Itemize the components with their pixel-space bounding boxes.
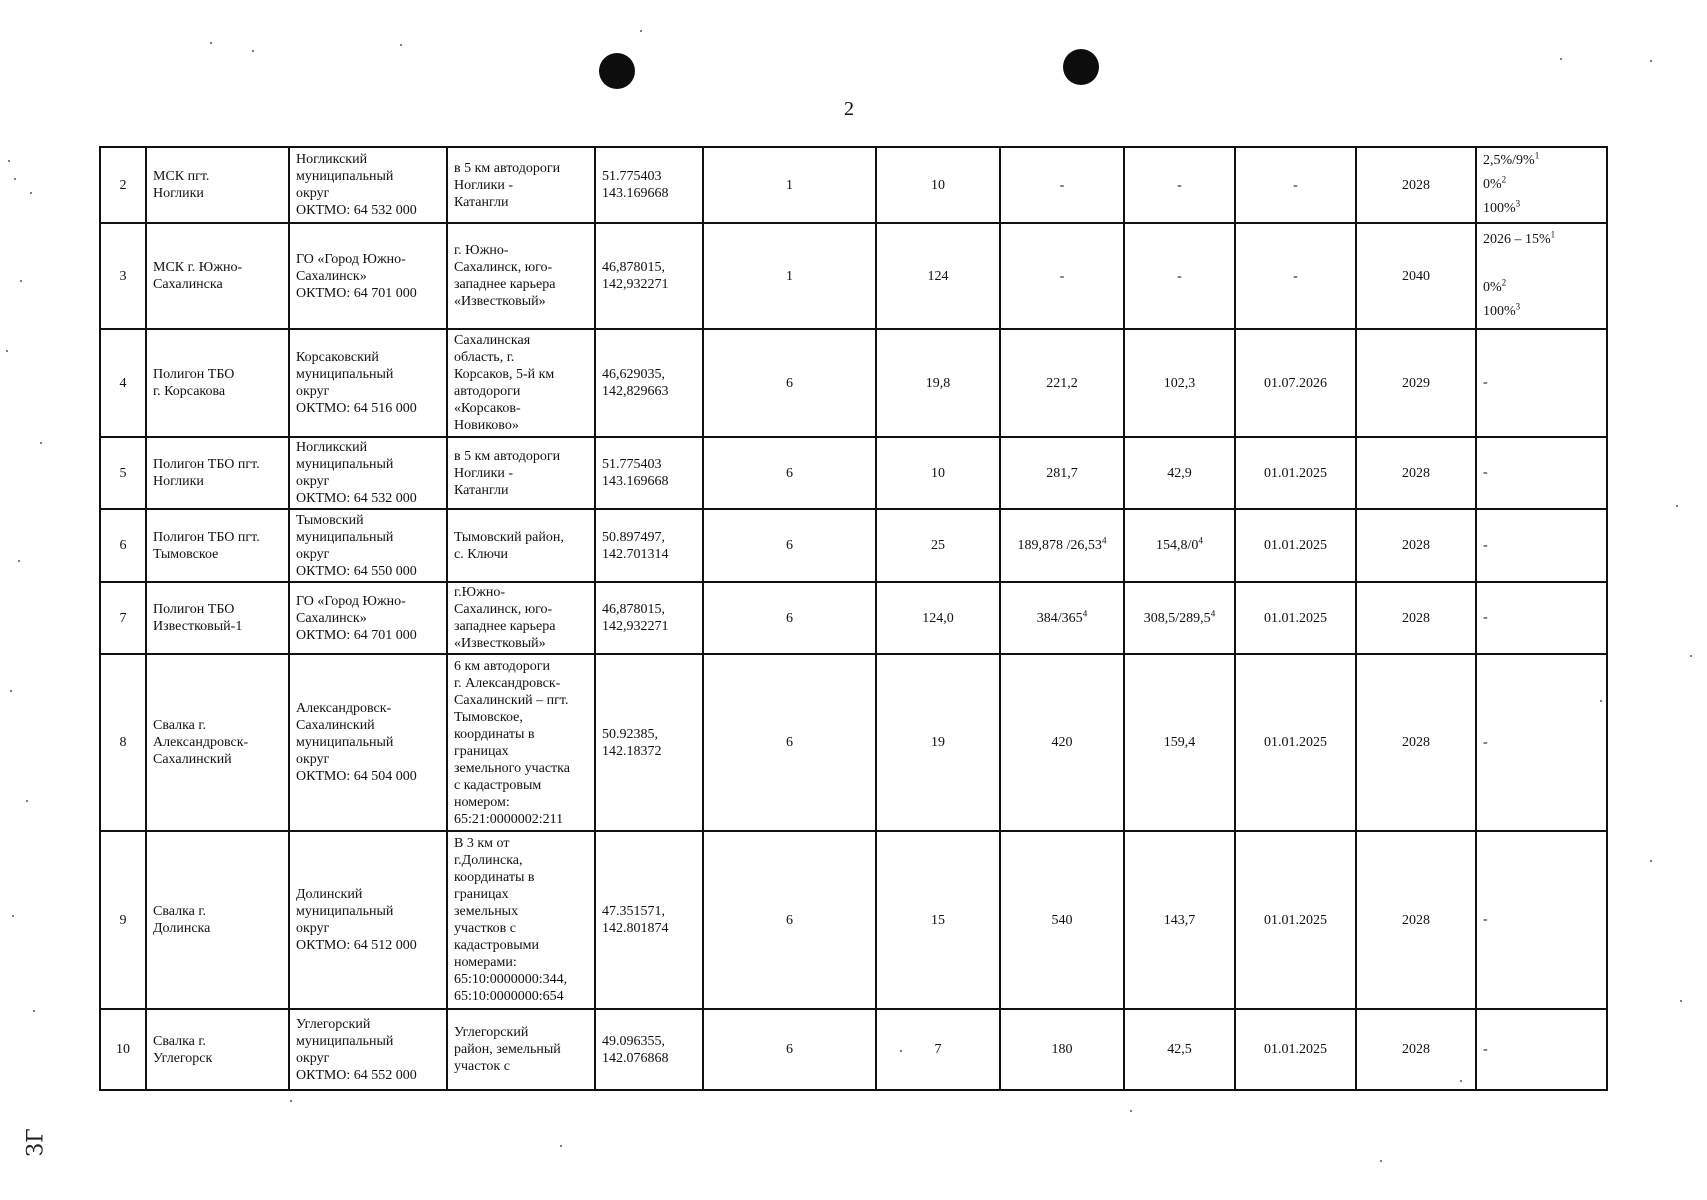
area-value-cell: 15 (876, 831, 1000, 1009)
year-cell: 2028 (1356, 1009, 1476, 1090)
capacity-value: - (1059, 177, 1065, 193)
scan-speck (30, 192, 32, 194)
note-cell (1476, 654, 1607, 831)
scan-speck (1690, 655, 1692, 657)
scan-speck (400, 44, 402, 46)
capacity-value: 540 (1051, 912, 1073, 928)
note-text: 2,5%/9% (1483, 153, 1535, 168)
row-number-cell: 10 (100, 1009, 146, 1090)
date-cell: - (1235, 223, 1356, 329)
note-cell (1476, 223, 1607, 329)
table-row (100, 1009, 1607, 1090)
scan-speck (560, 1145, 562, 1147)
table-row (100, 831, 1607, 1009)
note-cell (1476, 329, 1607, 437)
note-cell (1476, 831, 1607, 1009)
scan-speck (14, 178, 16, 180)
landfill-table (99, 146, 1608, 1091)
scan-speck (12, 915, 14, 917)
area-value-cell: 10 (876, 147, 1000, 223)
note-line (1483, 606, 1600, 630)
facility-name-cell: Полигон ТБО пгт. Ноглики (146, 437, 289, 509)
note-line (1483, 276, 1600, 300)
coordinates-cell: 46,878015, 142,932271 (595, 582, 703, 654)
table-row (100, 437, 1607, 509)
remaining-value: - (1177, 268, 1182, 284)
area-value-cell: 124 (876, 223, 1000, 329)
note-text: - (1483, 537, 1488, 553)
scan-speck (1650, 60, 1652, 62)
year-cell: 2029 (1356, 329, 1476, 437)
date-cell: 01.01.2025 (1235, 582, 1356, 654)
capacity-cell (1000, 1009, 1124, 1090)
coordinates-cell: 47.351571, 142.801874 (595, 831, 703, 1009)
note-text: - (1483, 465, 1488, 480)
scan-speck (1380, 1160, 1382, 1162)
scan-speck (1676, 505, 1678, 507)
remaining-footnote-mark: 4 (1198, 535, 1203, 546)
year-cell: 2040 (1356, 223, 1476, 329)
note-line (1483, 252, 1600, 276)
note-cell (1476, 1009, 1607, 1090)
count-value-cell: 6 (703, 437, 876, 509)
scan-speck (8, 160, 10, 162)
remaining-value: 154,8/0 (1156, 538, 1199, 553)
note-line (1483, 228, 1600, 252)
capacity-footnote-mark: 4 (1082, 607, 1088, 618)
scan-speck (1560, 58, 1562, 60)
municipality-cell: Долинский муниципальный округ ОКТМО: 64 512 000 (289, 831, 447, 1009)
note-line (1483, 1038, 1600, 1062)
area-value-cell: 19,8 (876, 329, 1000, 437)
note-line (1483, 197, 1600, 221)
table-body (100, 147, 1607, 1090)
municipality-cell: ГО «Город Южно- Сахалинск» ОКТМО: 64 701 000 (289, 223, 447, 329)
coordinates-cell: 49.096355, 142.076868 (595, 1009, 703, 1090)
note-text: 0% (1483, 280, 1502, 295)
note-line (1483, 731, 1600, 755)
remaining-value: 308,5/289,5 (1143, 610, 1211, 626)
note-line (1483, 534, 1600, 558)
year-cell: 2028 (1356, 582, 1476, 654)
date-cell: 01.01.2025 (1235, 509, 1356, 582)
remaining-value: 42,5 (1167, 1042, 1192, 1057)
date-cell: 01.01.2025 (1235, 1009, 1356, 1090)
municipality-cell: Тымовский муниципальный округ ОКТМО: 64 550 000 (289, 509, 447, 582)
note-cell (1476, 147, 1607, 223)
count-value-cell: 6 (703, 654, 876, 831)
remaining-cell (1124, 223, 1235, 329)
count-value-cell: 6 (703, 831, 876, 1009)
remaining-cell (1124, 831, 1235, 1009)
facility-name-cell: Свалка г. Александровск- Сахалинский (146, 654, 289, 831)
capacity-value: 189,878 /26,53 (1017, 538, 1102, 553)
remaining-value: 42,9 (1167, 465, 1192, 481)
capacity-value: 384/365 (1036, 610, 1083, 626)
capacity-cell (1000, 654, 1124, 831)
note-text: - (1483, 610, 1488, 625)
address-cell: Тымовский район, с. Ключи (447, 509, 595, 582)
area-value-cell: 7 (876, 1009, 1000, 1090)
year-cell: 2028 (1356, 831, 1476, 1009)
coordinates-cell: 46,629035, 142,829663 (595, 329, 703, 437)
address-cell: г.Южно- Сахалинск, юго- западнее карьера «Известковый» (447, 582, 595, 654)
address-cell: г. Южно- Сахалинск, юго- западнее карьера «Известковый» (447, 223, 595, 329)
address-cell: 6 км автодороги г. Александровск- Сахалинский – пгт. Тымовское, координаты в границах земельного участка с кадастровым номером: 65:21:0000002:211 (447, 654, 595, 831)
count-value-cell: 6 (703, 582, 876, 654)
year-cell: 2028 (1356, 654, 1476, 831)
table-row (100, 654, 1607, 831)
note-line (1483, 371, 1600, 395)
area-value-cell: 10 (876, 437, 1000, 509)
year-cell: 2028 (1356, 509, 1476, 582)
capacity-value: 281,7 (1046, 465, 1078, 481)
municipality-cell: Ногликский муниципальный округ ОКТМО: 64 532 000 (289, 147, 447, 223)
punch-hole-left (599, 53, 635, 89)
scan-speck (252, 50, 254, 52)
area-value-cell: 124,0 (876, 582, 1000, 654)
scan-speck (640, 30, 642, 32)
scan-speck (33, 1010, 35, 1012)
count-value-cell: 1 (703, 223, 876, 329)
municipality-cell: ГО «Город Южно- Сахалинск» ОКТМО: 64 701 000 (289, 582, 447, 654)
scan-speck (26, 800, 28, 802)
municipality-cell: Углегорский муниципальный округ ОКТМО: 64 552 000 (289, 1009, 447, 1090)
capacity-value: - (1059, 268, 1065, 284)
capacity-value: 221,2 (1046, 375, 1078, 391)
table-row (100, 582, 1607, 654)
remaining-value: 102,3 (1163, 375, 1196, 391)
facility-name-cell: Полигон ТБО пгт. Тымовское (146, 509, 289, 582)
scan-speck (6, 350, 8, 352)
table-row (100, 223, 1607, 329)
table-row (100, 509, 1607, 582)
note-cell (1476, 437, 1607, 509)
note-text: - (1483, 912, 1488, 927)
note-cell (1476, 509, 1607, 582)
municipality-cell: Александровск- Сахалинский муниципальный округ ОКТМО: 64 504 000 (289, 654, 447, 831)
scan-speck (40, 442, 42, 444)
note-text: 100% (1483, 304, 1516, 319)
remaining-cell (1124, 437, 1235, 509)
remaining-cell (1124, 329, 1235, 437)
address-cell: В 3 км от г.Долинска, координаты в границах земельных участков с кадастровыми номерами: 65:10:0000000:344, 65:10:0000000:654 (447, 831, 595, 1009)
note-line (1483, 300, 1600, 324)
row-number-cell: 8 (100, 654, 146, 831)
count-value-cell: 1 (703, 147, 876, 223)
note-text: 2026 – 15% (1483, 232, 1551, 247)
remaining-cell (1124, 1009, 1235, 1090)
coordinates-cell: 46,878015, 142,932271 (595, 223, 703, 329)
address-cell: Углегорский район, земельный участок с (447, 1009, 595, 1090)
row-number-cell: 6 (100, 509, 146, 582)
note-footnote-mark: 3 (1515, 198, 1521, 209)
scan-speck (20, 280, 22, 282)
page-number: 2 (844, 98, 854, 120)
note-line (1483, 461, 1600, 485)
capacity-cell (1000, 509, 1124, 582)
count-value-cell: 6 (703, 509, 876, 582)
coordinates-cell: 51.775403 143.169668 (595, 437, 703, 509)
note-footnote-mark: 1 (1550, 229, 1556, 240)
address-cell: в 5 км автодороги Ноглики - Катангли (447, 147, 595, 223)
area-value-cell: 25 (876, 509, 1000, 582)
facility-name-cell: МСК г. Южно- Сахалинска (146, 223, 289, 329)
count-value-cell: 6 (703, 329, 876, 437)
date-cell: 01.07.2026 (1235, 329, 1356, 437)
scan-speck (1680, 1000, 1682, 1002)
date-cell: 01.01.2025 (1235, 831, 1356, 1009)
remaining-cell (1124, 582, 1235, 654)
note-text: - (1483, 375, 1488, 390)
address-cell: в 5 км автодороги Ноглики - Катангли (447, 437, 595, 509)
remaining-cell (1124, 654, 1235, 831)
facility-name-cell: Свалка г. Долинска (146, 831, 289, 1009)
capacity-cell (1000, 582, 1124, 654)
facility-name-cell: МСК пгт. Ноглики (146, 147, 289, 223)
note-text: - (1483, 1041, 1488, 1057)
capacity-value: 420 (1051, 735, 1073, 750)
facility-name-cell: Полигон ТБО Известковый-1 (146, 582, 289, 654)
row-number-cell: 7 (100, 582, 146, 654)
municipality-cell: Ногликский муниципальный округ ОКТМО: 64 532 000 (289, 437, 447, 509)
scan-speck (210, 42, 212, 44)
capacity-cell (1000, 147, 1124, 223)
date-cell: 01.01.2025 (1235, 654, 1356, 831)
coordinates-cell: 50.92385, 142.18372 (595, 654, 703, 831)
municipality-cell: Корсаковский муниципальный округ ОКТМО: 64 516 000 (289, 329, 447, 437)
note-text: - (1483, 734, 1488, 750)
capacity-value: 180 (1051, 1042, 1073, 1057)
facility-name-cell: Свалка г. Углегорск (146, 1009, 289, 1090)
remaining-value: - (1177, 177, 1182, 193)
facility-name-cell: Полигон ТБО г. Корсакова (146, 329, 289, 437)
capacity-cell (1000, 831, 1124, 1009)
note-footnote-mark: 1 (1534, 150, 1540, 161)
row-number-cell: 4 (100, 329, 146, 437)
note-line (1483, 173, 1600, 197)
table-row (100, 329, 1607, 437)
coordinates-cell: 51.775403 143.169668 (595, 147, 703, 223)
margin-handwritten-mark: ЗГ (23, 1128, 49, 1157)
date-cell: - (1235, 147, 1356, 223)
scan-speck (1650, 860, 1652, 862)
year-cell: 2028 (1356, 437, 1476, 509)
note-line (1483, 908, 1600, 932)
scan-speck (10, 690, 12, 692)
row-number-cell: 9 (100, 831, 146, 1009)
row-number-cell: 2 (100, 147, 146, 223)
coordinates-cell: 50.897497, 142.701314 (595, 509, 703, 582)
remaining-value: 159,4 (1163, 735, 1196, 750)
capacity-cell (1000, 437, 1124, 509)
row-number-cell: 3 (100, 223, 146, 329)
remaining-cell (1124, 147, 1235, 223)
capacity-cell (1000, 223, 1124, 329)
punch-hole-right (1063, 49, 1099, 85)
note-text: 100% (1483, 201, 1516, 216)
row-number-cell: 5 (100, 437, 146, 509)
note-footnote-mark: 2 (1501, 174, 1507, 185)
remaining-value: 143,7 (1163, 912, 1196, 928)
note-footnote-mark: 3 (1515, 301, 1521, 312)
scan-speck (18, 560, 20, 562)
remaining-cell (1124, 509, 1235, 582)
capacity-cell (1000, 329, 1124, 437)
note-text: 0% (1483, 177, 1502, 192)
address-cell: Сахалинская область, г. Корсаков, 5-й км автодороги «Корсаков- Новиково» (447, 329, 595, 437)
table-row (100, 147, 1607, 223)
scan-speck (1130, 1110, 1132, 1112)
remaining-footnote-mark: 4 (1210, 607, 1216, 618)
capacity-footnote-mark: 4 (1101, 535, 1107, 546)
count-value-cell: 6 (703, 1009, 876, 1090)
area-value-cell: 19 (876, 654, 1000, 831)
year-cell: 2028 (1356, 147, 1476, 223)
note-cell (1476, 582, 1607, 654)
note-line (1483, 149, 1600, 173)
date-cell: 01.01.2025 (1235, 437, 1356, 509)
note-footnote-mark: 2 (1501, 277, 1507, 288)
scan-speck (290, 1100, 292, 1102)
